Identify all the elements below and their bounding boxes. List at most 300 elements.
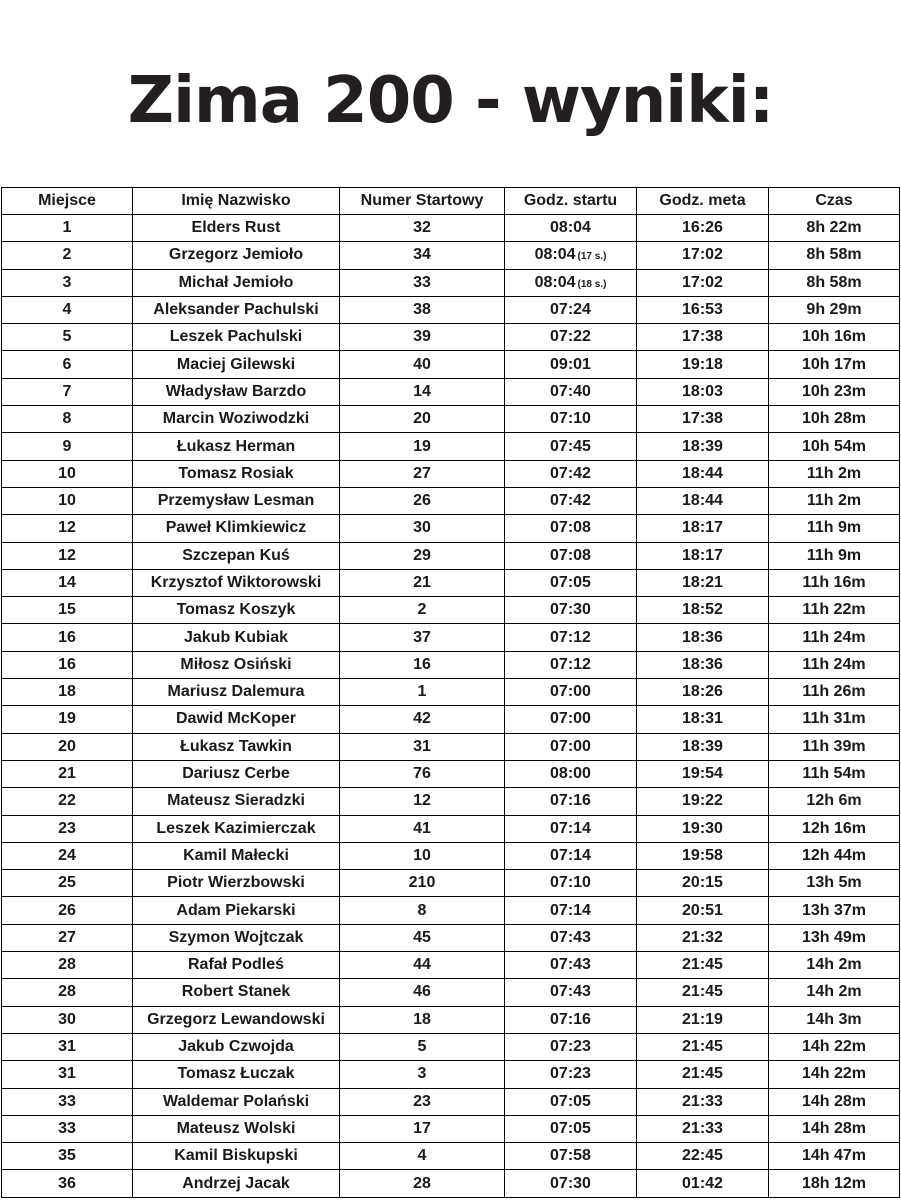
cell-bib: 45 [340,924,505,951]
start-time: 07:43 [550,983,591,1001]
cell-place: 33 [2,1088,133,1115]
cell-place: 35 [2,1143,133,1170]
cell-start [505,624,637,651]
cell-start [505,597,637,624]
cell-time: 11h 31m [769,706,900,733]
cell-bib: 17 [340,1115,505,1142]
cell-bib: 29 [340,542,505,569]
start-time: 07:10 [550,410,591,428]
cell-name: Rafał Podleś [133,952,340,979]
cell-name: Maciej Gilewski [133,351,340,378]
start-time: 07:00 [550,683,591,701]
cell-place: 3 [2,269,133,296]
cell-finish: 18:44 [637,460,769,487]
cell-name: Aleksander Pachulski [133,296,340,323]
cell-place: 10 [2,460,133,487]
start-time: 07:00 [550,710,591,728]
cell-place: 36 [2,1170,133,1197]
cell-place: 14 [2,569,133,596]
cell-start [505,733,637,760]
cell-start [505,487,637,514]
cell-finish: 17:38 [637,324,769,351]
cell-start [505,1170,637,1197]
start-time: 07:16 [550,1010,591,1028]
table-row [2,1006,900,1033]
column-header-finish: Godz. meta [637,188,769,215]
cell-start [505,897,637,924]
cell-place: 26 [2,897,133,924]
table-row [2,515,900,542]
start-time: 07:16 [550,792,591,810]
cell-place: 21 [2,760,133,787]
column-header-place: Miejsce [2,188,133,215]
table-row [2,569,900,596]
table-row [2,406,900,433]
start-time: 07:14 [550,901,591,919]
table-row [2,897,900,924]
cell-time: 9h 29m [769,296,900,323]
cell-place: 7 [2,378,133,405]
cell-start [505,1088,637,1115]
cell-time: 14h 28m [769,1115,900,1142]
cell-finish: 20:15 [637,870,769,897]
cell-time: 10h 17m [769,351,900,378]
cell-place: 16 [2,624,133,651]
start-time: 07:08 [550,546,591,564]
cell-start [505,1115,637,1142]
cell-finish: 21:45 [637,952,769,979]
cell-start [505,1061,637,1088]
cell-finish: 19:58 [637,842,769,869]
cell-finish: 16:53 [637,296,769,323]
cell-start [505,1033,637,1060]
column-header-name: Imię Nazwisko [133,188,340,215]
start-time: 07:30 [550,1174,591,1192]
table-row [2,760,900,787]
cell-bib: 41 [340,815,505,842]
table-row [2,1115,900,1142]
cell-time: 13h 49m [769,924,900,951]
start-time: 07:43 [550,956,591,974]
cell-name: Tomasz Koszyk [133,597,340,624]
cell-place: 28 [2,979,133,1006]
cell-start [505,406,637,433]
cell-bib: 40 [340,351,505,378]
cell-start [505,760,637,787]
cell-time: 11h 16m [769,569,900,596]
cell-place: 27 [2,924,133,951]
cell-name: Mariusz Dalemura [133,679,340,706]
start-time: 09:01 [550,355,591,373]
cell-place: 1 [2,215,133,242]
start-time: 07:40 [550,382,591,400]
table-row [2,870,900,897]
cell-finish: 21:33 [637,1088,769,1115]
cell-place: 10 [2,487,133,514]
cell-bib: 28 [340,1170,505,1197]
start-time: 07:14 [550,846,591,864]
start-note: (18 s.) [577,278,607,290]
cell-finish: 18:52 [637,597,769,624]
cell-name: Łukasz Tawkin [133,733,340,760]
cell-place: 4 [2,296,133,323]
table-row [2,706,900,733]
start-time: 07:05 [550,1092,591,1110]
cell-place: 22 [2,788,133,815]
table-row [2,679,900,706]
cell-time: 11h 9m [769,515,900,542]
cell-finish: 18:36 [637,624,769,651]
table-row [2,487,900,514]
cell-finish: 18:31 [637,706,769,733]
column-header-time: Czas [769,188,900,215]
cell-bib: 14 [340,378,505,405]
table-row [2,924,900,951]
cell-bib: 31 [340,733,505,760]
table-row [2,460,900,487]
cell-bib: 21 [340,569,505,596]
cell-bib: 42 [340,706,505,733]
cell-start [505,706,637,733]
cell-place: 2 [2,242,133,269]
cell-bib: 2 [340,597,505,624]
cell-name: Dariusz Cerbe [133,760,340,787]
cell-place: 23 [2,815,133,842]
table-row [2,651,900,678]
cell-finish: 21:33 [637,1115,769,1142]
cell-time: 13h 5m [769,870,900,897]
cell-time: 14h 2m [769,952,900,979]
cell-finish: 17:38 [637,406,769,433]
cell-name: Robert Stanek [133,979,340,1006]
cell-name: Dawid McKoper [133,706,340,733]
cell-name: Tomasz Łuczak [133,1061,340,1088]
cell-finish: 17:02 [637,269,769,296]
cell-name: Mateusz Wolski [133,1115,340,1142]
cell-finish: 18:17 [637,542,769,569]
cell-name: Kamil Małecki [133,842,340,869]
cell-place: 28 [2,952,133,979]
table-row [2,269,900,296]
start-time: 07:23 [550,1038,591,1056]
cell-name: Andrzej Jacak [133,1170,340,1197]
cell-finish: 19:30 [637,815,769,842]
cell-place: 33 [2,1115,133,1142]
cell-place: 8 [2,406,133,433]
table-row [2,1061,900,1088]
cell-time: 10h 23m [769,378,900,405]
cell-time: 11h 54m [769,760,900,787]
cell-place: 18 [2,679,133,706]
cell-bib: 32 [340,215,505,242]
start-time: 07:42 [550,492,591,510]
cell-time: 11h 24m [769,624,900,651]
cell-start [505,870,637,897]
cell-bib: 38 [340,296,505,323]
start-time: 07:08 [550,519,591,537]
cell-name: Krzysztof Wiktorowski [133,569,340,596]
cell-time: 11h 24m [769,651,900,678]
start-time: 07:30 [550,601,591,619]
start-time: 07:10 [550,874,591,892]
cell-name: Elders Rust [133,215,340,242]
cell-bib: 46 [340,979,505,1006]
cell-start [505,1006,637,1033]
cell-finish: 18:17 [637,515,769,542]
cell-start [505,433,637,460]
cell-name: Szczepan Kuś [133,542,340,569]
cell-finish: 18:36 [637,651,769,678]
cell-bib: 3 [340,1061,505,1088]
start-time: 07:43 [550,928,591,946]
table-row [2,351,900,378]
start-time: 07:22 [550,328,591,346]
cell-bib: 44 [340,952,505,979]
start-time: 07:24 [550,301,591,319]
table-row [2,597,900,624]
cell-start [505,324,637,351]
cell-finish: 18:21 [637,569,769,596]
cell-time: 8h 22m [769,215,900,242]
cell-place: 31 [2,1033,133,1060]
cell-name: Paweł Klimkiewicz [133,515,340,542]
cell-finish: 22:45 [637,1143,769,1170]
cell-time: 10h 16m [769,324,900,351]
cell-time: 14h 47m [769,1143,900,1170]
cell-place: 12 [2,515,133,542]
cell-start [505,542,637,569]
table-row [2,1033,900,1060]
cell-start [505,952,637,979]
table-row [2,433,900,460]
cell-finish: 19:54 [637,760,769,787]
table-row [2,952,900,979]
cell-bib: 4 [340,1143,505,1170]
cell-name: Jakub Kubiak [133,624,340,651]
cell-place: 24 [2,842,133,869]
cell-bib: 19 [340,433,505,460]
cell-finish: 21:45 [637,979,769,1006]
cell-start [505,842,637,869]
cell-time: 8h 58m [769,242,900,269]
cell-bib: 8 [340,897,505,924]
cell-time: 12h 6m [769,788,900,815]
cell-finish: 19:18 [637,351,769,378]
start-time: 08:00 [550,765,591,783]
cell-place: 9 [2,433,133,460]
cell-time: 10h 28m [769,406,900,433]
cell-name: Michał Jemioło [133,269,340,296]
cell-name: Władysław Barzdo [133,378,340,405]
start-time: 08:04 [534,273,576,291]
cell-finish: 21:19 [637,1006,769,1033]
cell-bib: 30 [340,515,505,542]
cell-place: 25 [2,870,133,897]
cell-start [505,788,637,815]
cell-place: 16 [2,651,133,678]
cell-place: 30 [2,1006,133,1033]
table-row [2,215,900,242]
cell-bib: 5 [340,1033,505,1060]
table-header-row [2,188,900,215]
page-title: Zima 200 - wyniki: [127,64,774,138]
cell-name: Miłosz Osiński [133,651,340,678]
cell-start [505,651,637,678]
cell-start [505,1143,637,1170]
cell-time: 11h 2m [769,460,900,487]
cell-time: 11h 22m [769,597,900,624]
start-time: 07:23 [550,1065,591,1083]
cell-name: Łukasz Herman [133,433,340,460]
cell-place: 15 [2,597,133,624]
table-row [2,542,900,569]
cell-bib: 12 [340,788,505,815]
table-row [2,242,900,269]
table-row [2,1143,900,1170]
cell-finish: 18:03 [637,378,769,405]
cell-bib: 23 [340,1088,505,1115]
cell-finish: 21:32 [637,924,769,951]
cell-start [505,515,637,542]
cell-finish: 19:22 [637,788,769,815]
cell-name: Przemysław Lesman [133,487,340,514]
cell-bib: 10 [340,842,505,869]
cell-name: Szymon Wojtczak [133,924,340,951]
table-row [2,324,900,351]
cell-time: 11h 26m [769,679,900,706]
cell-bib: 26 [340,487,505,514]
cell-name: Adam Piekarski [133,897,340,924]
cell-bib: 1 [340,679,505,706]
cell-time: 11h 9m [769,542,900,569]
cell-name: Grzegorz Lewandowski [133,1006,340,1033]
cell-bib: 39 [340,324,505,351]
cell-start [505,269,637,296]
cell-time: 18h 12m [769,1170,900,1197]
cell-name: Leszek Kazimierczak [133,815,340,842]
cell-finish: 20:51 [637,897,769,924]
start-time: 08:04 [534,246,576,264]
cell-place: 5 [2,324,133,351]
cell-finish: 21:45 [637,1033,769,1060]
cell-finish: 18:26 [637,679,769,706]
start-time: 07:58 [550,1147,591,1165]
cell-bib: 210 [340,870,505,897]
cell-time: 11h 39m [769,733,900,760]
cell-name: Tomasz Rosiak [133,460,340,487]
start-time: 08:04 [550,219,591,237]
cell-place: 12 [2,542,133,569]
cell-name: Grzegorz Jemioło [133,242,340,269]
cell-time: 14h 28m [769,1088,900,1115]
start-time: 07:42 [550,464,591,482]
start-time: 07:00 [550,737,591,755]
column-header-bib: Numer Startowy [340,188,505,215]
start-time: 07:45 [550,437,591,455]
table-row [2,788,900,815]
cell-bib: 33 [340,269,505,296]
cell-time: 13h 37m [769,897,900,924]
start-time: 07:12 [550,628,591,646]
cell-name: Jakub Czwojda [133,1033,340,1060]
cell-time: 12h 16m [769,815,900,842]
cell-finish: 17:02 [637,242,769,269]
cell-time: 11h 2m [769,487,900,514]
start-note: (17 s.) [577,251,607,263]
cell-start [505,242,637,269]
cell-start [505,679,637,706]
table-row [2,378,900,405]
table-row [2,296,900,323]
cell-time: 8h 58m [769,269,900,296]
cell-place: 20 [2,733,133,760]
table-row [2,1088,900,1115]
table-row [2,979,900,1006]
cell-name: Leszek Pachulski [133,324,340,351]
results-table [1,187,900,1198]
cell-place: 31 [2,1061,133,1088]
start-time: 07:05 [550,574,591,591]
cell-start [505,351,637,378]
cell-finish: 16:26 [637,215,769,242]
table-row [2,1170,900,1197]
results-body [2,215,900,1198]
cell-bib: 34 [340,242,505,269]
cell-start [505,296,637,323]
cell-bib: 76 [340,760,505,787]
cell-place: 6 [2,351,133,378]
cell-finish: 18:44 [637,487,769,514]
cell-name: Marcin Woziwodzki [133,406,340,433]
cell-start [505,378,637,405]
cell-time: 14h 2m [769,979,900,1006]
cell-place: 19 [2,706,133,733]
cell-bib: 18 [340,1006,505,1033]
cell-bib: 37 [340,624,505,651]
cell-time: 12h 44m [769,842,900,869]
cell-bib: 27 [340,460,505,487]
table-row [2,842,900,869]
table-row [2,733,900,760]
cell-start [505,460,637,487]
start-time: 07:12 [550,655,591,673]
cell-start [505,924,637,951]
column-header-start: Godz. startu [505,188,637,215]
cell-name: Waldemar Polański [133,1088,340,1115]
cell-name: Mateusz Sieradzki [133,788,340,815]
table-row [2,815,900,842]
cell-time: 14h 22m [769,1061,900,1088]
cell-time: 14h 3m [769,1006,900,1033]
cell-finish: 21:45 [637,1061,769,1088]
cell-start [505,815,637,842]
cell-finish: 18:39 [637,733,769,760]
table-row [2,624,900,651]
start-time: 07:05 [550,1119,591,1137]
cell-start [505,569,637,596]
cell-start [505,215,637,242]
cell-start [505,979,637,1006]
cell-bib: 20 [340,406,505,433]
cell-time: 14h 22m [769,1033,900,1060]
cell-finish: 18:39 [637,433,769,460]
cell-name: Kamil Biskupski [133,1143,340,1170]
cell-finish: 01:42 [637,1170,769,1197]
cell-bib: 16 [340,651,505,678]
cell-name: Piotr Wierzbowski [133,870,340,897]
cell-time: 10h 54m [769,433,900,460]
start-time: 07:14 [550,819,591,837]
